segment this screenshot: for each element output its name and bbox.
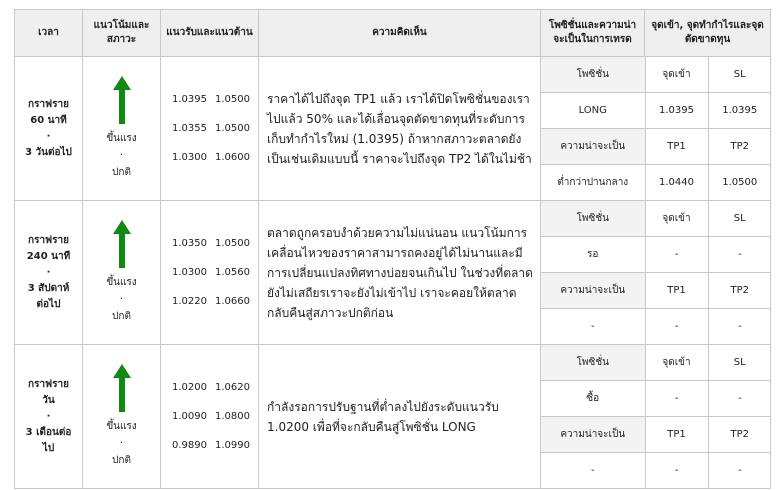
entry-label: จุดเข้า	[645, 57, 708, 93]
header-time: เวลา	[15, 10, 83, 57]
level-row	[161, 229, 258, 258]
timeframe-horizon: 3 เดือนต่อ	[25, 426, 72, 438]
support-level: 1.0300	[172, 152, 207, 163]
probability-value: -	[590, 465, 595, 476]
separator-dot: ·	[46, 130, 51, 142]
entry-label: จุดเข้า	[645, 345, 708, 381]
separator-dot: ·	[46, 266, 51, 278]
entry-value: -	[645, 381, 708, 417]
entry-label: จุดเข้า	[645, 201, 708, 237]
timeframe-period: 60 นาที	[30, 114, 67, 126]
timeframe-cell	[15, 201, 83, 345]
support-level: 1.0090	[172, 411, 207, 422]
sl-value: -	[708, 237, 771, 273]
timeframe-horizon-cont: ต่อไป	[36, 298, 61, 310]
table-row	[15, 201, 771, 345]
tp1-value: 1.0440	[645, 165, 708, 201]
position-grid	[541, 345, 771, 488]
arrow-up-icon	[113, 76, 131, 124]
timeframe-period: 240 นาที	[26, 250, 71, 262]
table-row	[15, 345, 771, 489]
probability-label: ความน่าจะเป็น	[541, 129, 645, 165]
position-label: โพซิชั่น	[541, 57, 645, 93]
arrow-up-icon	[113, 364, 131, 412]
table-row	[15, 57, 771, 201]
tp1-label: TP1	[645, 129, 708, 165]
timeframe-period: วัน	[42, 394, 55, 406]
trend-state: ปกติ	[112, 167, 131, 178]
entry-value: 1.0395	[645, 93, 708, 129]
tp1-label: TP1	[645, 273, 708, 309]
position-cell	[541, 201, 771, 345]
comment-cell: ตลาดถูกครอบงำด้วยความไม่แน่นอน แนวโน้มการเคลื่อนไหวของราคาสามารถคงอยู่ได้ไม่นานและมีการเปลี่ยนแปลงทิศทางบ่อยจนเกินไป ในช่วงที่ตลาดยังไม่เสถียรเราจะยังไม่เข้าไป เราจะคอยให้ตลาดกลับคืนสู่สภาวะปกติก่อน	[259, 201, 541, 345]
trend-strength: ขึ้นแรง	[106, 421, 137, 432]
resistance-level: 1.0800	[215, 411, 250, 422]
header-position: โพซิชั่นและความน่าจะเป็นในการเทรด	[541, 10, 645, 57]
position-value: LONG	[541, 93, 645, 129]
position-label: โพซิชั่น	[541, 345, 645, 381]
position-value: ซื้อ	[541, 381, 645, 417]
resistance-level: 1.0620	[215, 382, 250, 393]
position-cell	[541, 345, 771, 489]
header-trend: แนวโน้มและสภาวะ	[83, 10, 161, 57]
tp2-label: TP2	[708, 417, 771, 453]
level-row	[161, 373, 258, 402]
resistance-level: 1.0600	[215, 152, 250, 163]
sl-label: SL	[708, 201, 771, 237]
timeframe-horizon-cont: ไป	[42, 442, 55, 454]
level-row	[161, 402, 258, 431]
trend-state: ปกติ	[112, 455, 131, 466]
timeframe-cell	[15, 345, 83, 489]
timeframe-horizon: 3 วันต่อไป	[25, 146, 72, 158]
resistance-level: 1.0660	[215, 296, 250, 307]
levels-cell	[161, 345, 259, 489]
resistance-level: 1.0990	[215, 440, 250, 451]
tp2-value: -	[708, 309, 771, 345]
sl-value: 1.0395	[708, 93, 771, 129]
timeframe-cell	[15, 57, 83, 201]
timeframe-label: กราฟราย	[28, 98, 69, 110]
header-row	[15, 10, 771, 57]
timeframe-label: กราฟราย	[28, 378, 69, 390]
support-level: 1.0220	[172, 296, 207, 307]
probability-label: ความน่าจะเป็น	[541, 273, 645, 309]
position-grid	[541, 57, 771, 200]
trend-strength: ขึ้นแรง	[106, 277, 137, 288]
header-entry-exit: จุดเข้า, จุดทำกำไรและจุดตัดขาดทุน	[645, 10, 771, 57]
support-level: 1.0355	[172, 123, 207, 134]
level-row	[161, 287, 258, 316]
header-comment: ความคิดเห็น	[259, 10, 541, 57]
tp1-label: TP1	[645, 417, 708, 453]
tp2-label: TP2	[708, 273, 771, 309]
trend-state: ปกติ	[112, 311, 131, 322]
arrow-up-icon	[113, 220, 131, 268]
support-level: 1.0395	[172, 94, 207, 105]
resistance-level: 1.0500	[215, 238, 250, 249]
header-levels: แนวรับและแนวต้าน	[161, 10, 259, 57]
levels-cell	[161, 201, 259, 345]
level-row	[161, 431, 258, 460]
timeframe-label: กราฟราย	[28, 234, 69, 246]
analysis-table	[14, 9, 771, 489]
support-level: 1.0300	[172, 267, 207, 278]
level-row	[161, 114, 258, 143]
tp2-value: -	[708, 453, 771, 489]
resistance-level: 1.0500	[215, 123, 250, 134]
levels-cell	[161, 57, 259, 201]
comment-cell: ราคาได้ไปถึงจุด TP1 แล้ว เราได้ปิดโพซิชั่นของเราไปแล้ว 50% และได้เลื่อนจุดตัดขาดทุนที่ระดับการเก็บทำกำไรใหม่ (1.0395) ถ้าหากสภาวะตลาดยังเป็นเช่นเดิมแบบนี้ ราคาจะไปถึงจุด TP2 ได้ในไม่ช้า	[259, 57, 541, 201]
separator-dot: ·	[119, 150, 124, 161]
level-row	[161, 143, 258, 172]
level-row	[161, 85, 258, 114]
trend-cell	[83, 345, 161, 489]
separator-dot: ·	[119, 294, 124, 305]
tp1-value: -	[645, 453, 708, 489]
position-grid	[541, 201, 771, 344]
support-level: 1.0200	[172, 382, 207, 393]
trend-cell	[83, 201, 161, 345]
trend-cell	[83, 57, 161, 201]
entry-value: -	[645, 237, 708, 273]
sl-label: SL	[708, 57, 771, 93]
level-row	[161, 258, 258, 287]
sl-value: -	[708, 381, 771, 417]
probability-value: -	[590, 321, 595, 332]
separator-dot: ·	[46, 410, 51, 422]
tp1-value: -	[645, 309, 708, 345]
tp2-label: TP2	[708, 129, 771, 165]
support-level: 0.9890	[172, 440, 207, 451]
sl-label: SL	[708, 345, 771, 381]
trend-strength: ขึ้นแรง	[106, 133, 137, 144]
tp2-value: 1.0500	[708, 165, 771, 201]
separator-dot: ·	[119, 438, 124, 449]
position-label: โพซิชั่น	[541, 201, 645, 237]
support-level: 1.0350	[172, 238, 207, 249]
position-cell	[541, 57, 771, 201]
position-value: รอ	[541, 237, 645, 273]
probability-value: ต่ำกว่าปานกลาง	[557, 177, 629, 188]
resistance-level: 1.0500	[215, 94, 250, 105]
comment-cell: กำลังรอการปรับฐานที่ต่ำลงไปยังระดับแนวรับ 1.0200 เพื่อที่จะกลับคืนสู่โพซิชั่น LONG	[259, 345, 541, 489]
probability-label: ความน่าจะเป็น	[541, 417, 645, 453]
timeframe-horizon: 3 สัปดาห์	[27, 282, 70, 294]
resistance-level: 1.0560	[215, 267, 250, 278]
